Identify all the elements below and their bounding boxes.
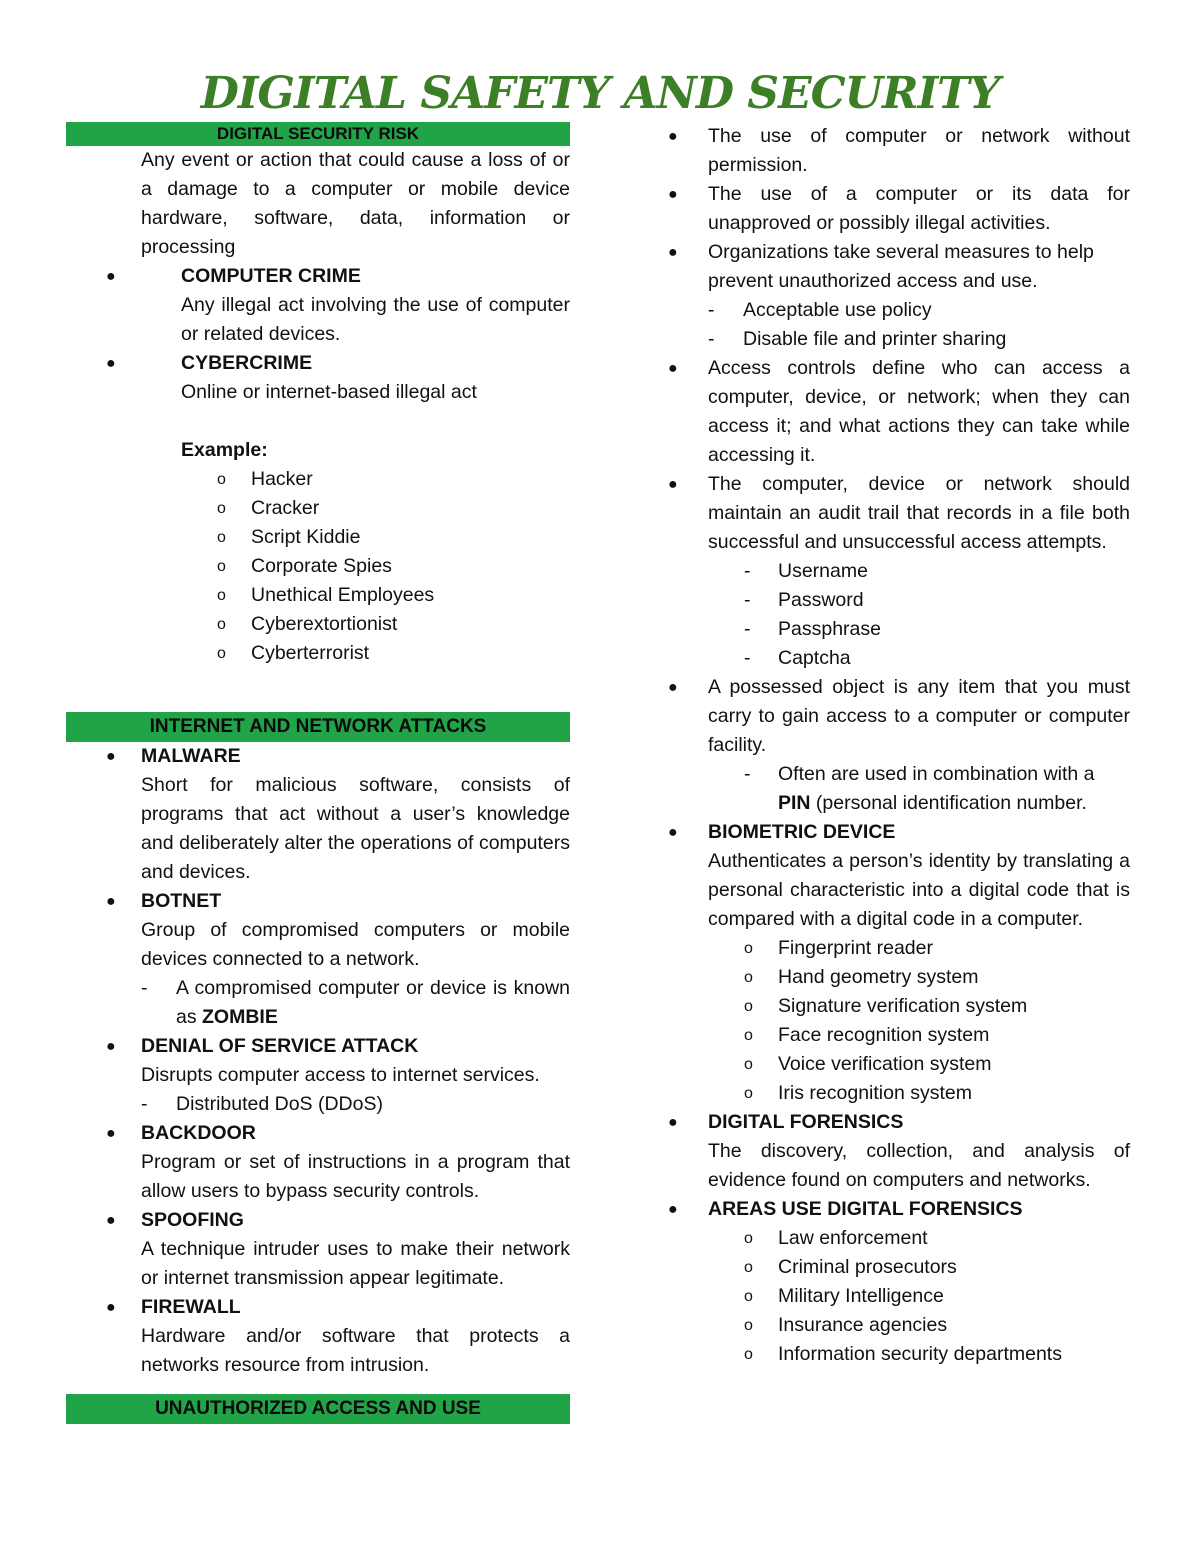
dash-bullet-icon: - [141,977,148,999]
example-item: Cyberextortionist [251,613,398,635]
bullet-icon: ● [106,748,116,765]
item-heading: BIOMETRIC DEVICE [708,821,896,843]
circle-bullet-icon: o [217,529,226,546]
bullet-icon: ● [106,1038,116,1055]
list-item [668,180,1130,238]
list-item [668,673,1130,818]
risk-definition: Any event or action that could cause a loss of or a damage to a computer or mobile device hardware, software, data, information or processing [141,149,570,258]
item-text: Any illegal act involving the use of computer or related devices. [181,294,570,345]
circle-bullet-icon: o [217,587,226,604]
bullet-icon: ● [106,893,116,910]
example-item: Hacker [251,468,313,490]
sub-item-text: A compromised computer or device is known as [176,977,570,1028]
list-item [668,1108,1130,1195]
dash-bullet-icon: - [708,299,715,321]
list-item [66,742,570,887]
item-text: The use of a computer or its data for unapproved or possibly illegal activities. [708,183,1130,234]
page-title: DIGITAL SAFETY AND SECURITY [200,68,1000,119]
circle-bullet-icon: o [217,471,226,488]
circle-bullet-icon: o [744,1317,753,1334]
circle-bullet-icon: o [744,1085,753,1102]
sub-item-text: Passphrase [778,618,881,640]
item-heading: MALWARE [141,745,241,767]
list-item [668,238,1130,354]
bullet-icon: ● [106,1125,116,1142]
list-item [66,1032,570,1119]
item-heading: COMPUTER CRIME [181,265,361,287]
bullet-icon: ● [668,476,678,493]
circle-bullet-icon: o [744,940,753,957]
sub-item-text: Hand geometry system [778,966,979,988]
item-heading: DENIAL OF SERVICE ATTACK [141,1035,419,1057]
bullet-icon: ● [106,355,116,372]
sub-item-text: (personal identification number. [810,792,1087,814]
circle-bullet-icon: o [217,616,226,633]
sub-item-text: Captcha [778,647,851,669]
bullet-icon: ● [106,1212,116,1229]
circle-bullet-icon: o [744,969,753,986]
item-text: The computer, device or network should maintain an audit trail that records in a file both successful and unsuccessful access attempts. [708,473,1130,553]
item-heading: SPOOFING [141,1209,244,1231]
example-item: Cyberterrorist [251,642,370,664]
list-item [66,349,570,668]
item-heading: DIGITAL FORENSICS [708,1111,904,1133]
list-item [66,1293,570,1380]
list-item [668,818,1130,1108]
sub-item-text: Voice verification system [778,1053,992,1075]
sub-item-text: Disable file and printer sharing [743,328,1007,350]
sub-item-text: Username [778,560,868,582]
section-header-internet-network-attacks: INTERNET AND NETWORK ATTACKS [66,712,570,742]
list-item [66,887,570,1032]
sub-item-text: Fingerprint reader [778,937,933,959]
sub-item-text: Information security departments [778,1343,1062,1365]
list-item [668,354,1130,470]
sub-item-text: Insurance agencies [778,1314,948,1336]
sub-item-text: Criminal prosecutors [778,1256,957,1278]
item-heading: AREAS USE DIGITAL FORENSICS [708,1198,1023,1220]
sub-item-text: Law enforcement [778,1227,928,1249]
list-item [66,1206,570,1293]
circle-bullet-icon: o [744,1230,753,1247]
sub-item-text: Signature verification system [778,995,1028,1017]
bullet-icon: ● [668,824,678,841]
item-text: Program or set of instructions in a program that allow users to bypass security controls. [141,1151,570,1202]
circle-bullet-icon: o [744,998,753,1015]
dash-bullet-icon: - [744,560,751,582]
circle-bullet-icon: o [217,645,226,662]
item-text: The use of computer or network without permission. [708,125,1130,176]
example-item: Script Kiddie [251,526,361,548]
list-item [668,1195,1130,1369]
pin-term: PIN [778,792,811,814]
bullet-icon: ● [668,186,678,203]
bullet-icon: ● [106,1299,116,1316]
sub-item-text: Distributed DoS (DDoS) [176,1093,383,1115]
example-item: Corporate Spies [251,555,392,577]
circle-bullet-icon: o [744,1288,753,1305]
bullet-icon: ● [668,128,678,145]
list-item [66,262,570,349]
item-text: Online or internet-based illegal act [181,381,477,403]
dash-bullet-icon: - [744,618,751,640]
item-heading: BACKDOOR [141,1122,256,1144]
sub-item-text: Password [778,589,864,611]
bullet-icon: ● [668,1114,678,1131]
sub-item-text: Iris recognition system [778,1082,972,1104]
item-text: Authenticates a person’s identity by translating a personal characteristic into a digital code that is compared with a digital code in a computer. [708,850,1130,930]
item-text: Group of compromised computers or mobile devices connected to a network. [141,919,570,970]
circle-bullet-icon: o [744,1056,753,1073]
section-header-digital-security-risk: DIGITAL SECURITY RISK [66,122,570,146]
item-text: Short for malicious software, consists of programs that act without a user’s knowledge and deliberately alter the operations of computers and devices. [141,774,570,883]
item-text: Disrupts computer access to internet services. [141,1064,540,1086]
bullet-icon: ● [668,244,678,261]
item-text: A technique intruder uses to make their network or internet transmission appear legitimate. [141,1238,570,1289]
example-item: Cracker [251,497,320,519]
dash-bullet-icon: - [744,763,751,785]
list-item [668,470,1130,673]
bullet-icon: ● [668,679,678,696]
sub-item-text: Acceptable use policy [743,299,932,321]
section-header-unauthorized-access: UNAUTHORIZED ACCESS AND USE [66,1394,570,1424]
circle-bullet-icon: o [744,1346,753,1363]
circle-bullet-icon: o [744,1027,753,1044]
item-text: Access controls define who can access a computer, device, or network; when they can access it; and what actions they can take while accessing it. [708,357,1130,466]
list-item [66,1119,570,1206]
bullet-icon: ● [668,360,678,377]
left-column [66,122,570,1424]
sub-item-text: Face recognition system [778,1024,990,1046]
circle-bullet-icon: o [744,1259,753,1276]
bullet-icon: ● [668,1201,678,1218]
dash-bullet-icon: - [708,328,715,350]
dash-bullet-icon: - [744,647,751,669]
dash-bullet-icon: - [744,589,751,611]
dash-bullet-icon: - [141,1093,148,1115]
circle-bullet-icon: o [217,558,226,575]
example-item: Unethical Employees [251,584,435,606]
item-text: Hardware and/or software that protects a networks resource from intrusion. [141,1325,570,1376]
item-text: Organizations take several measures to help prevent unauthorized access and use. [708,241,1094,292]
zombie-term: ZOMBIE [202,1006,278,1028]
sub-item-text: Often are used in combination with a [778,763,1095,785]
bullet-icon: ● [106,268,116,285]
example-label: Example: [181,439,268,461]
item-text: The discovery, collection, and analysis of evidence found on computers and networks. [708,1140,1130,1191]
item-text: A possessed object is any item that you must carry to gain access to a computer or computer facility. [708,676,1130,756]
right-column [668,122,1130,1369]
item-heading: BOTNET [141,890,222,912]
item-heading: FIREWALL [141,1296,241,1318]
list-item [668,122,1130,180]
item-heading: CYBERCRIME [181,352,313,374]
sub-item-text: Military Intelligence [778,1285,944,1307]
circle-bullet-icon: o [217,500,226,517]
